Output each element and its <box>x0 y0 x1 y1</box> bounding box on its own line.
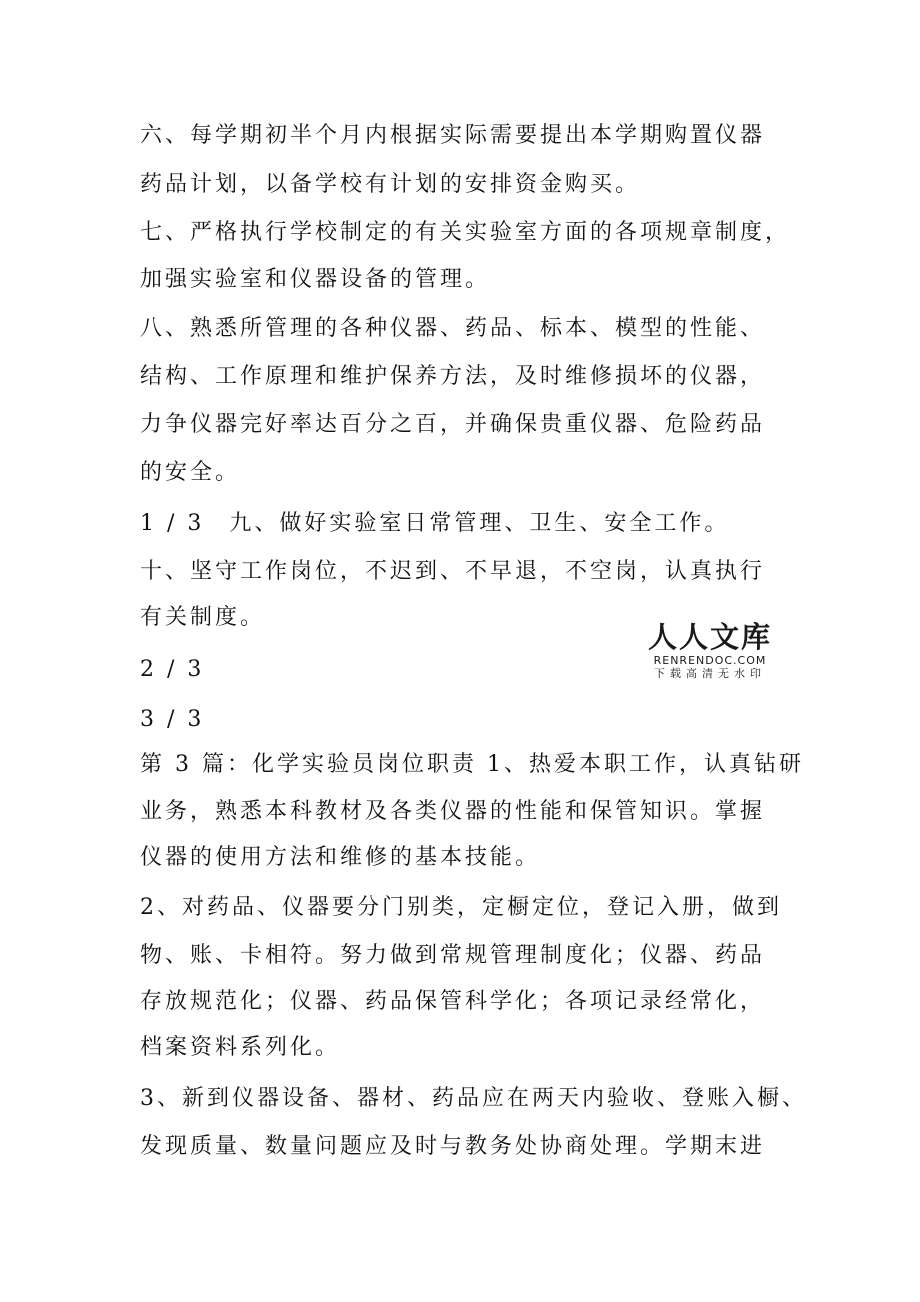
text-line: 3、新到仪器设备、器材、药品应在两天内验收、登账入橱、 <box>140 1086 807 1111</box>
text-line: 仪器的使用方法和维修的基本技能。 <box>140 845 541 870</box>
page-number: 3 / 3 <box>140 707 205 732</box>
text-line: 1 / 3 九、做好实验室日常管理、卫生、安全工作。 <box>140 511 730 536</box>
watermark-subtitle: 下载高清无水印 <box>654 667 766 680</box>
text-line: 药品计划，以备学校有计划的安排资金购买。 <box>140 172 641 197</box>
text-line: 七、严格执行学校制定的有关实验室方面的各项规章制度， <box>140 220 791 245</box>
text-line: 六、每学期初半个月内根据实际需要提出本学期购置仪器 <box>140 123 766 148</box>
text-line: 结构、工作原理和维护保养方法，及时维修损坏的仪器， <box>140 364 766 389</box>
watermark-url: RENRENDOC.COM <box>653 654 767 667</box>
text-line: 2、对药品、仪器要分门别类，定橱定位，登记入册，做到 <box>140 895 782 920</box>
text-line: 加强实验室和仪器设备的管理。 <box>140 267 491 292</box>
watermark-logo <box>645 620 775 681</box>
text-line: 的安全。 <box>140 460 241 485</box>
watermark-title: 人人文库 <box>647 620 772 654</box>
text-line: 有关制度。 <box>140 605 266 630</box>
text-line: 力争仪器完好率达百分之百，并确保贵重仪器、危险药品 <box>140 412 766 437</box>
text-line: 第 3 篇：化学实验员岗位职责 1、热爱本职工作，认真钻研 <box>140 752 804 777</box>
text-line: 发现质量、数量问题应及时与教务处协商处理。学期末进 <box>140 1134 766 1159</box>
text-line: 存放规范化；仪器、药品保管科学化；各项记录经常化， <box>140 989 766 1014</box>
text-line: 八、熟悉所管理的各种仪器、药品、标本、模型的性能、 <box>140 316 766 341</box>
text-line: 档案资料系列化。 <box>140 1035 341 1060</box>
page-number: 2 / 3 <box>140 657 205 682</box>
text-line: 业务，熟悉本科教材及各类仪器的性能和保管知识。掌握 <box>140 799 766 824</box>
text-line: 十、坚守工作岗位，不迟到、不早退，不空岗，认真执行 <box>140 559 766 584</box>
text-line: 物、账、卡相符。努力做到常规管理制度化；仪器、药品 <box>140 943 766 968</box>
